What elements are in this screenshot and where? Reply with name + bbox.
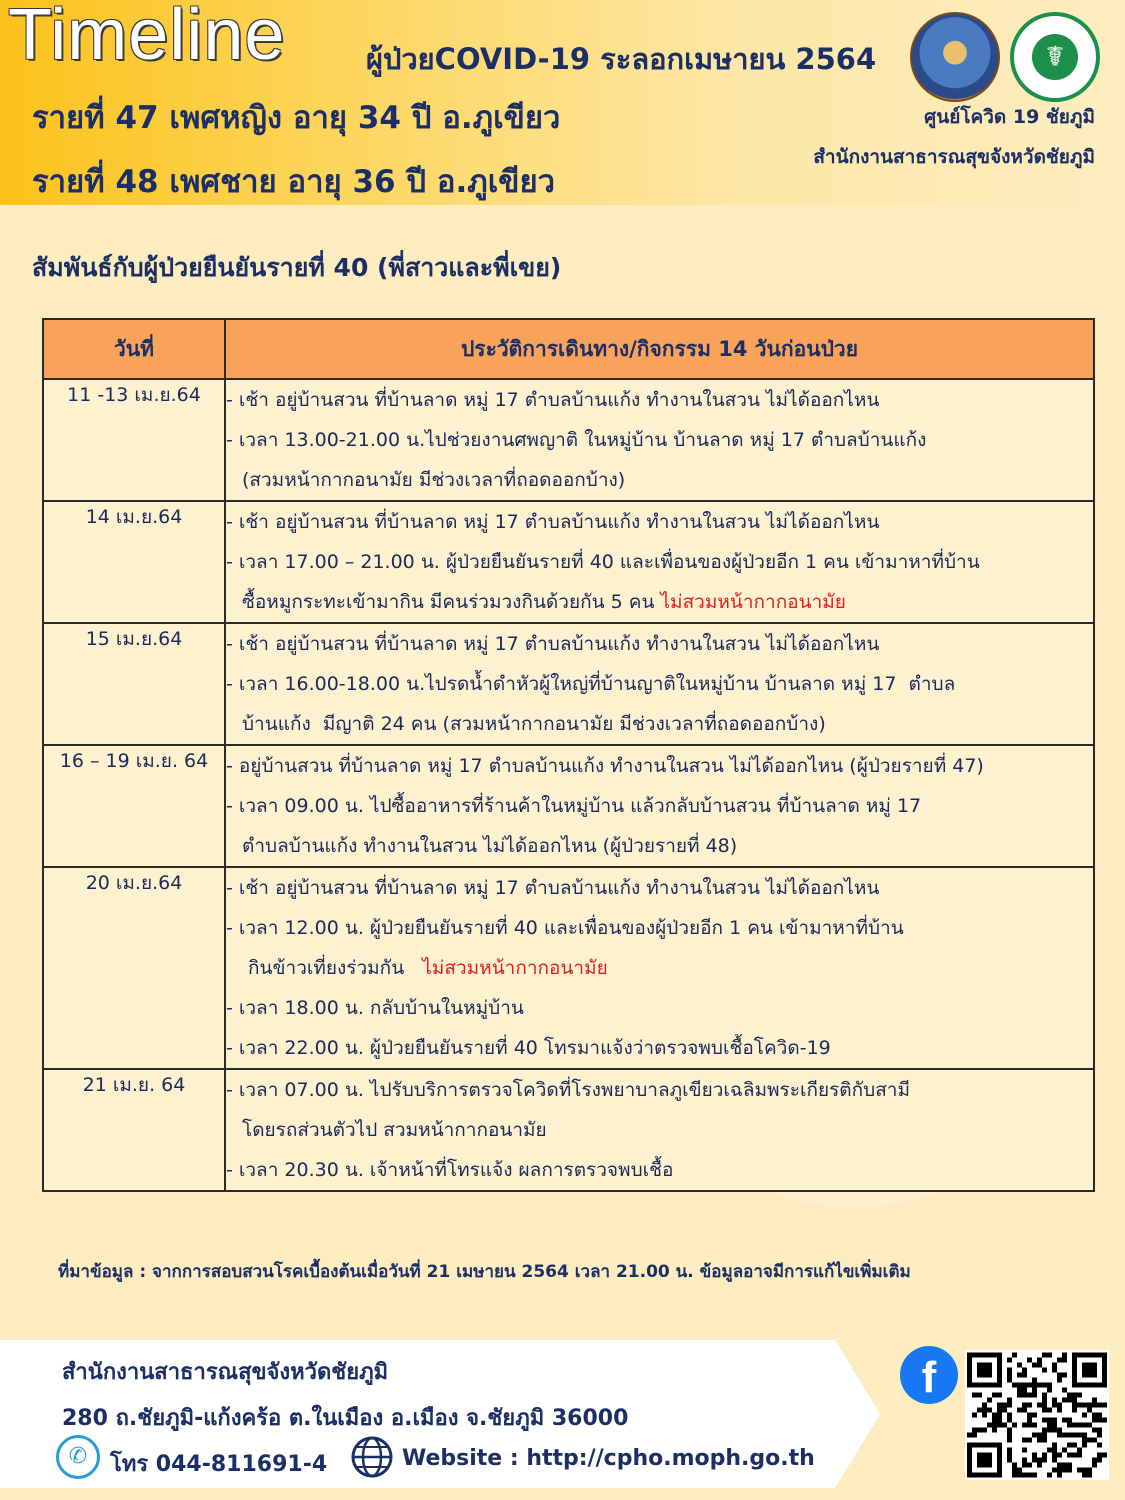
footer-org-name: สำนักงานสาธารณสุขจังหวัดชัยภูมิ (62, 1360, 389, 1385)
row-activities (225, 379, 1094, 501)
activity-text: - เช้า อยู่บ้านสวน ที่บ้านลาด หมู่ 17 ตำบลบ้านแก้ง ทำงานในสวน ไม่ได้ออกไหน (226, 389, 880, 411)
caduceus-icon: ☤ (1032, 34, 1078, 80)
activity-text: - เวลา 17.00 – 21.00 น. ผู้ป่วยยืนยันรายที่ 40 และเพื่อนของผู้ป่วยอีก 1 คน เข้ามาหาที่บ้าน (226, 551, 980, 573)
covid-center-name: ศูนย์โควิด 19 ชัยภูมิ (924, 106, 1095, 128)
activity-line (226, 542, 1093, 582)
row-date: 16 – 19 เม.ย. 64 (43, 745, 225, 867)
activity-text: ตำบลบ้านแก้ง ทำงานในสวน ไม่ได้ออกไหน (ผู้ป่วยรายที่ 48) (242, 835, 738, 857)
activity-line (226, 664, 1093, 704)
table-row (43, 501, 1094, 623)
table-row (43, 623, 1094, 745)
activity-text: โดยรถส่วนตัวไป สวมหน้ากากอนามัย (242, 1119, 547, 1141)
page-subtitle: ผู้ป่วยCOVID-19 ระลอกเมษายน 2564 (366, 42, 877, 76)
chaiyaphum-province-logo (910, 12, 1000, 102)
row-activities (225, 745, 1094, 867)
relation-note: สัมพันธ์กับผู้ป่วยยืนยันรายที่ 40 (พี่สาวและพี่เขย) (32, 253, 562, 282)
date-column-header: วันที่ (43, 319, 225, 379)
activity-line (226, 988, 1093, 1028)
activity-text: ซื้อหมูกระทะเข้ามากิน มีคนร่วมวงกินด้วยกัน 5 คน (242, 591, 661, 613)
globe-icon (350, 1435, 394, 1479)
activity-line (226, 908, 1093, 948)
activity-text: - เวลา 13.00-21.00 น.ไปช่วยงานศพญาติ ในหมู่บ้าน บ้านลาด หมู่ 17 ตำบลบ้านแก้ง (226, 429, 927, 451)
activity-line (226, 1028, 1093, 1068)
activity-line (226, 826, 1093, 866)
facebook-icon[interactable]: f (900, 1346, 958, 1404)
case-48-line: รายที่ 48 เพศชาย อายุ 36 ปี อ.ภูเขียว (32, 164, 556, 200)
activity-line (226, 1070, 1093, 1110)
activity-column-header: ประวัติการเดินทาง/กิจกรรม 14 วันก่อนป่วย (225, 319, 1094, 379)
footer-address: 280 ถ.ชัยภูมิ-แก้งคร้อ ต.ในเมือง อ.เมือง จ.ชัยภูมิ 36000 (62, 1406, 629, 1431)
row-activities (225, 501, 1094, 623)
activity-line (226, 704, 1093, 744)
activity-line (226, 380, 1093, 420)
activity-line (226, 460, 1093, 500)
activity-line (226, 420, 1093, 460)
activity-line (226, 502, 1093, 542)
footer-phone: โทร 044-811691-4 (110, 1452, 328, 1477)
activity-text: - เวลา 12.00 น. ผู้ป่วยยืนยันรายที่ 40 และเพื่อนของผู้ป่วยอีก 1 คน เข้ามาหาที่บ้าน (226, 917, 904, 939)
table-row (43, 745, 1094, 867)
activity-text: - อยู่บ้านสวน ที่บ้านลาด หมู่ 17 ตำบลบ้านแก้ง ทำงานในสวน ไม่ได้ออกไหน (ผู้ป่วยรายที่ 47) (226, 755, 984, 777)
activity-line (226, 948, 1093, 988)
activity-text: (สวมหน้ากากอนามัย มีช่วงเวลาที่ถอดออกบ้าง) (242, 469, 626, 491)
activity-line (226, 1150, 1093, 1190)
activity-text: - เวลา 09.00 น. ไปซื้ออาหารที่ร้านค้าในหมู่บ้าน แล้วกลับบ้านสวน ที่บ้านลาด หมู่ 17 (226, 795, 922, 817)
timeline-table-body (43, 379, 1094, 1191)
table-header-row (43, 319, 1094, 379)
row-activities (225, 867, 1094, 1069)
table-row (43, 1069, 1094, 1191)
provincial-health-office-name: สำนักงานสาธารณสุขจังหวัดชัยภูมิ (813, 146, 1095, 168)
activity-text: - เช้า อยู่บ้านสวน ที่บ้านลาด หมู่ 17 ตำบลบ้านแก้ง ทำงานในสวน ไม่ได้ออกไหน (226, 877, 880, 899)
row-date: 21 เม.ย. 64 (43, 1069, 225, 1191)
activity-text: - เวลา 20.30 น. เจ้าหน้าที่โทรแจ้ง ผลการตรวจพบเชื้อ (226, 1159, 674, 1181)
activity-line (226, 624, 1093, 664)
row-date: 15 เม.ย.64 (43, 623, 225, 745)
phone-icon: ✆ (56, 1435, 100, 1479)
no-mask-warning: ไม่สวมหน้ากากอนามัย (660, 591, 846, 613)
activity-line (226, 1110, 1093, 1150)
activity-text: - เวลา 18.00 น. กลับบ้านในหมู่บ้าน (226, 997, 524, 1019)
activity-text: - เวลา 07.00 น. ไปรับบริการตรวจโควิดที่โรงพยาบาลภูเขียวเฉลิมพระเกียรติกับสามี (226, 1079, 910, 1101)
qr-code[interactable] (965, 1350, 1109, 1480)
footer-website[interactable]: Website : http://cpho.moph.go.th (402, 1446, 815, 1471)
row-date: 14 เม.ย.64 (43, 501, 225, 623)
row-activities (225, 1069, 1094, 1191)
data-source-note: ที่มาข้อมูล : จากการสอบสวนโรคเบื้องต้นเมื่อวันที่ 21 เมษายน 2564 เวลา 21.00 น. ข้อมูลอาจมีการแก้ไขเพิ่มเติม (58, 1262, 911, 1282)
activity-text: - เช้า อยู่บ้านสวน ที่บ้านลาด หมู่ 17 ตำบลบ้านแก้ง ทำงานในสวน ไม่ได้ออกไหน (226, 633, 880, 655)
ministry-of-public-health-logo (1010, 12, 1100, 102)
activity-line (226, 786, 1093, 826)
row-date: 11 -13 เม.ย.64 (43, 379, 225, 501)
table-row (43, 379, 1094, 501)
row-date: 20 เม.ย.64 (43, 867, 225, 1069)
page-title: Timeline (8, 0, 286, 75)
case-47-line: รายที่ 47 เพศหญิง อายุ 34 ปี อ.ภูเขียว (32, 100, 561, 136)
row-activities (225, 623, 1094, 745)
activity-line (226, 868, 1093, 908)
activity-text: บ้านแก้ง มีญาติ 24 คน (สวมหน้ากากอนามัย มีช่วงเวลาที่ถอดออกบ้าง) (242, 713, 826, 735)
timeline-table (42, 318, 1095, 1192)
activity-line (226, 582, 1093, 622)
activity-text: - เวลา 16.00-18.00 น.ไปรดน้ำดำหัวผู้ใหญ่ที่บ้านญาติในหมู่บ้าน บ้านลาด หมู่ 17 ตำบล (226, 673, 956, 695)
no-mask-warning: ไม่สวมหน้ากากอนามัย (422, 957, 608, 979)
activity-text: - เวลา 22.00 น. ผู้ป่วยยืนยันรายที่ 40 โทรมาแจ้งว่าตรวจพบเชื้อโควิด-19 (226, 1037, 831, 1059)
activity-text: กินข้าวเที่ยงร่วมกัน (242, 957, 423, 979)
activity-line (226, 746, 1093, 786)
table-row (43, 867, 1094, 1069)
activity-text: - เช้า อยู่บ้านสวน ที่บ้านลาด หมู่ 17 ตำบลบ้านแก้ง ทำงานในสวน ไม่ได้ออกไหน (226, 511, 880, 533)
